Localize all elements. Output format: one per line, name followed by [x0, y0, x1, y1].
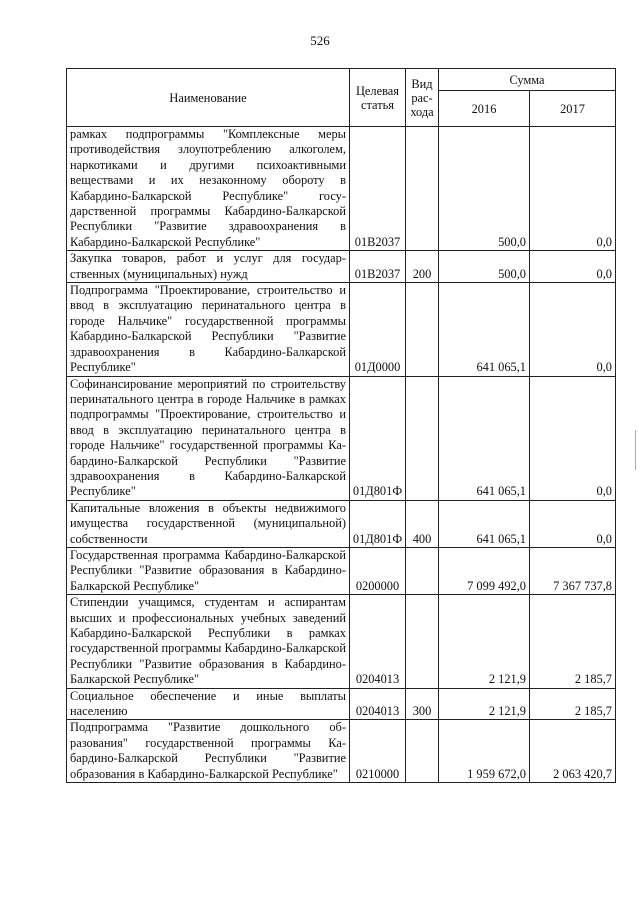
- cell-type: [406, 283, 439, 376]
- col-header-year-2016: 2016: [439, 91, 530, 127]
- cell-y2016: 7 099 492,0: [439, 547, 530, 594]
- cell-code: 0210000: [350, 720, 406, 783]
- cell-type: [406, 547, 439, 594]
- cell-name: Подпрограмма "Развитие дошкольного образования" государственной программы Кабардино-Балкарской Республики "Развитие образования в Кабардино-Балкарской Республике": [67, 720, 350, 783]
- table-row: [67, 547, 616, 594]
- cell-type: 400: [406, 500, 439, 547]
- cell-type: 200: [406, 251, 439, 283]
- page-number: 526: [310, 33, 330, 48]
- cell-name: Закупка товаров, работ и услуг для государственных (муниципальных) нужд: [67, 251, 350, 283]
- cell-y2016: 1 959 672,0: [439, 720, 530, 783]
- cell-y2016: 500,0: [439, 127, 530, 251]
- cell-y2017: 2 185,7: [530, 595, 616, 688]
- cell-type: [406, 127, 439, 251]
- cell-y2016: 641 065,1: [439, 500, 530, 547]
- table-row: [67, 500, 616, 547]
- cell-name: Социальное обеспечение и иные выплаты населению: [67, 688, 350, 720]
- cell-y2016: 641 065,1: [439, 376, 530, 500]
- table-row: [67, 283, 616, 376]
- col-header-year-2017: 2017: [530, 91, 616, 127]
- cell-y2017: 2 185,7: [530, 688, 616, 720]
- table-row: [67, 376, 616, 500]
- cell-type: [406, 720, 439, 783]
- cell-y2017: 2 063 420,7: [530, 720, 616, 783]
- cell-code: 01В2037: [350, 251, 406, 283]
- cell-code: 01Д801Ф: [350, 500, 406, 547]
- cell-y2017: 7 367 737,8: [530, 547, 616, 594]
- scan-edge-mark: [635, 430, 638, 470]
- cell-name: Софинансирование мероприятий по строительству перинатального центра в городе Нальчике в рамках подпрограммы "Проектирование, строительство и ввод в эксплуатацию перинатального центра в городе Нальчике" государственной программы Кабардино-Балкарской Республики "Развитие здравоохранения в Кабардино-Балкарской Республике": [67, 376, 350, 500]
- cell-code: 01Д801Ф: [350, 376, 406, 500]
- table-row: [67, 127, 616, 251]
- cell-name: Стипендии учащимся, студентам и аспирантам высших и профессиональных учебных заведений Кабардино-Балкарской Республики в рамках государственной программы Кабардино-Балкарской Республики "Развитие образования в Кабардино-Балкарской Республике": [67, 595, 350, 688]
- cell-y2017: 0,0: [530, 251, 616, 283]
- cell-type: 300: [406, 688, 439, 720]
- cell-code: 0200000: [350, 547, 406, 594]
- cell-y2017: 0,0: [530, 500, 616, 547]
- cell-name: рамках подпрограммы "Комплексные меры противодействия злоупотреблению алкоголем, наркотиками и другими психоактивными веществами и их незаконному обороту в Кабардино-Балкарской Республике" государственной программы Кабардино-Балкарской Республики "Развитие здравоохранения в Кабардино-Балкарской Республике": [67, 127, 350, 251]
- cell-y2016: 2 121,9: [439, 595, 530, 688]
- cell-type: [406, 595, 439, 688]
- cell-y2017: 0,0: [530, 127, 616, 251]
- table-row: [67, 595, 616, 688]
- col-header-expense-type: Вид рас- хода: [406, 69, 439, 127]
- cell-code: 0204013: [350, 595, 406, 688]
- table-row: [67, 251, 616, 283]
- cell-code: 01В2037: [350, 127, 406, 251]
- col-header-target-article: Целевая статья: [350, 69, 406, 127]
- cell-name: Капитальные вложения в объекты недвижимого имущества государственной (муниципальной) собственности: [67, 500, 350, 547]
- col-header-name: Наименование: [67, 69, 350, 127]
- cell-y2016: 641 065,1: [439, 283, 530, 376]
- cell-name: Подпрограмма "Проектирование, строительство и ввод в эксплуатацию перинатального центра в городе Нальчике" государственной программы Кабардино-Балкарской Республики "Развитие здравоохранения в Кабардино-Балкарской Республике": [67, 283, 350, 376]
- cell-code: 01Д0000: [350, 283, 406, 376]
- cell-y2016: 500,0: [439, 251, 530, 283]
- cell-y2016: 2 121,9: [439, 688, 530, 720]
- cell-code: 0204013: [350, 688, 406, 720]
- cell-type: [406, 376, 439, 500]
- col-header-amount: Сумма: [439, 69, 616, 91]
- budget-table: [66, 68, 616, 783]
- table-row: [67, 688, 616, 720]
- cell-y2017: 0,0: [530, 376, 616, 500]
- cell-name: Государственная программа Кабардино-Балкарской Республики "Развитие образования в Кабардино-Балкарской Республике": [67, 547, 350, 594]
- cell-y2017: 0,0: [530, 283, 616, 376]
- table-row: [67, 720, 616, 783]
